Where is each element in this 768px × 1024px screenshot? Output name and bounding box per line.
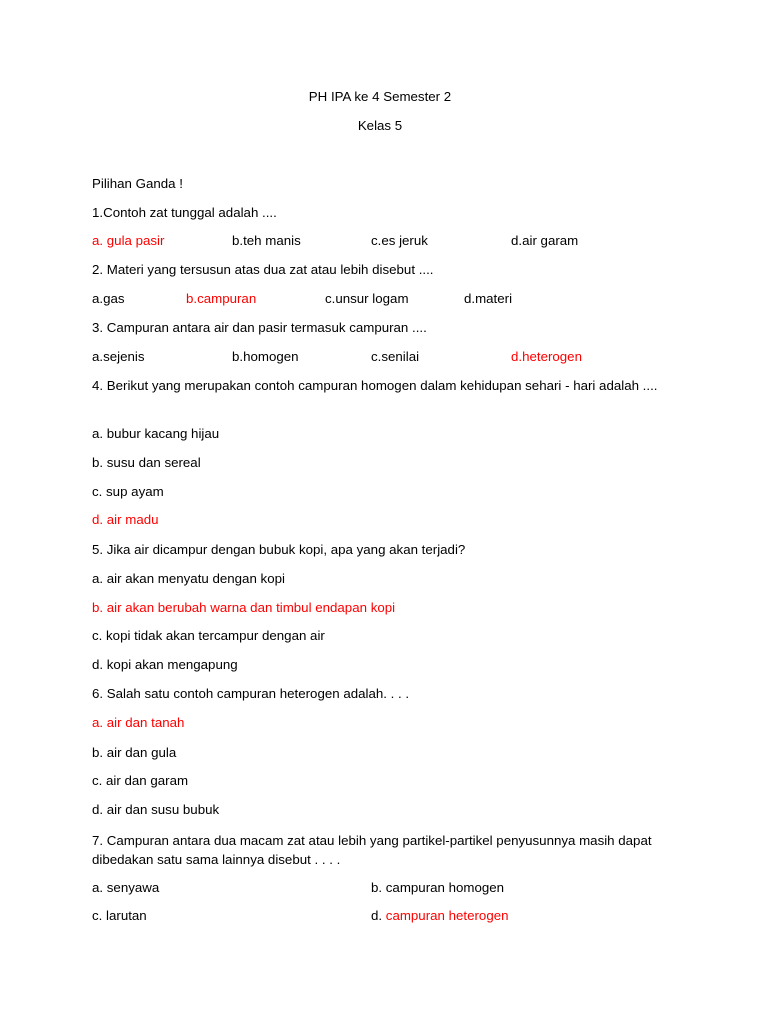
- q3-option-b: b.homogen: [232, 349, 299, 364]
- q7-option-c: c. larutan: [92, 908, 147, 923]
- question-7: 7. Campuran antara dua macam zat atau lebih yang partikel-partikel penyusunnya masih dapat dibedakan satu sama lainnya disebut . . . .: [92, 833, 652, 867]
- q6-option-b: b. air dan gula: [92, 745, 177, 760]
- q7-option-b: b. campuran homogen: [371, 880, 505, 895]
- document-title: PH IPA ke 4 Semester 2: [308, 89, 452, 104]
- q4-option-d: d. air madu: [92, 512, 159, 527]
- q5-option-a: a. air akan menyatu dengan kopi: [92, 571, 285, 586]
- q2-option-d: d.materi: [464, 291, 513, 306]
- q2-option-c: c.unsur logam: [325, 291, 409, 306]
- q6-option-a: a. air dan tanah: [92, 715, 185, 730]
- section-label: Pilihan Ganda !: [92, 176, 183, 191]
- q1-option-c: c.es jeruk: [371, 233, 428, 248]
- question-5: 5. Jika air dicampur dengan bubuk kopi, apa yang akan terjadi?: [92, 542, 466, 557]
- q4-option-c: c. sup ayam: [92, 484, 164, 499]
- q7-option-d-prefix: d.: [371, 908, 383, 923]
- question-6: 6. Salah satu contoh campuran heterogen adalah. . . .: [92, 686, 410, 701]
- question-2: 2. Materi yang tersusun atas dua zat atau lebih disebut ....: [92, 262, 434, 277]
- q6-option-d: d. air dan susu bubuk: [92, 802, 220, 817]
- q3-option-c: c.senilai: [371, 349, 420, 364]
- document-class: Kelas 5: [357, 118, 403, 133]
- q2-option-b: b.campuran: [186, 291, 257, 306]
- q4-option-a: a. bubur kacang hijau: [92, 426, 220, 441]
- q6-option-c: c. air dan garam: [92, 773, 189, 788]
- q1-option-d: d.air garam: [511, 233, 579, 248]
- q5-option-d: d. kopi akan mengapung: [92, 657, 238, 672]
- q5-option-c: c. kopi tidak akan tercampur dengan air: [92, 628, 325, 643]
- q5-option-b: b. air akan berubah warna dan timbul endapan kopi: [92, 600, 396, 615]
- q4-option-b: b. susu dan sereal: [92, 455, 201, 470]
- question-1: 1.Contoh zat tunggal adalah ....: [92, 205, 277, 220]
- q1-option-a: a. gula pasir: [92, 233, 165, 248]
- q3-option-a: a.sejenis: [92, 349, 145, 364]
- q7-option-d-answer: campuran heterogen: [385, 908, 509, 923]
- q7-option-d: [371, 907, 509, 925]
- question-4: 4. Berikut yang merupakan contoh campuran homogen dalam kehidupan sehari - hari adalah ....: [92, 378, 658, 393]
- question-3: 3. Campuran antara air dan pasir termasuk campuran ....: [92, 320, 427, 335]
- q2-option-a: a.gas: [92, 291, 125, 306]
- q3-option-d: d.heterogen: [511, 349, 582, 364]
- q7-option-a: a. senyawa: [92, 880, 160, 895]
- q1-option-b: b.teh manis: [232, 233, 301, 248]
